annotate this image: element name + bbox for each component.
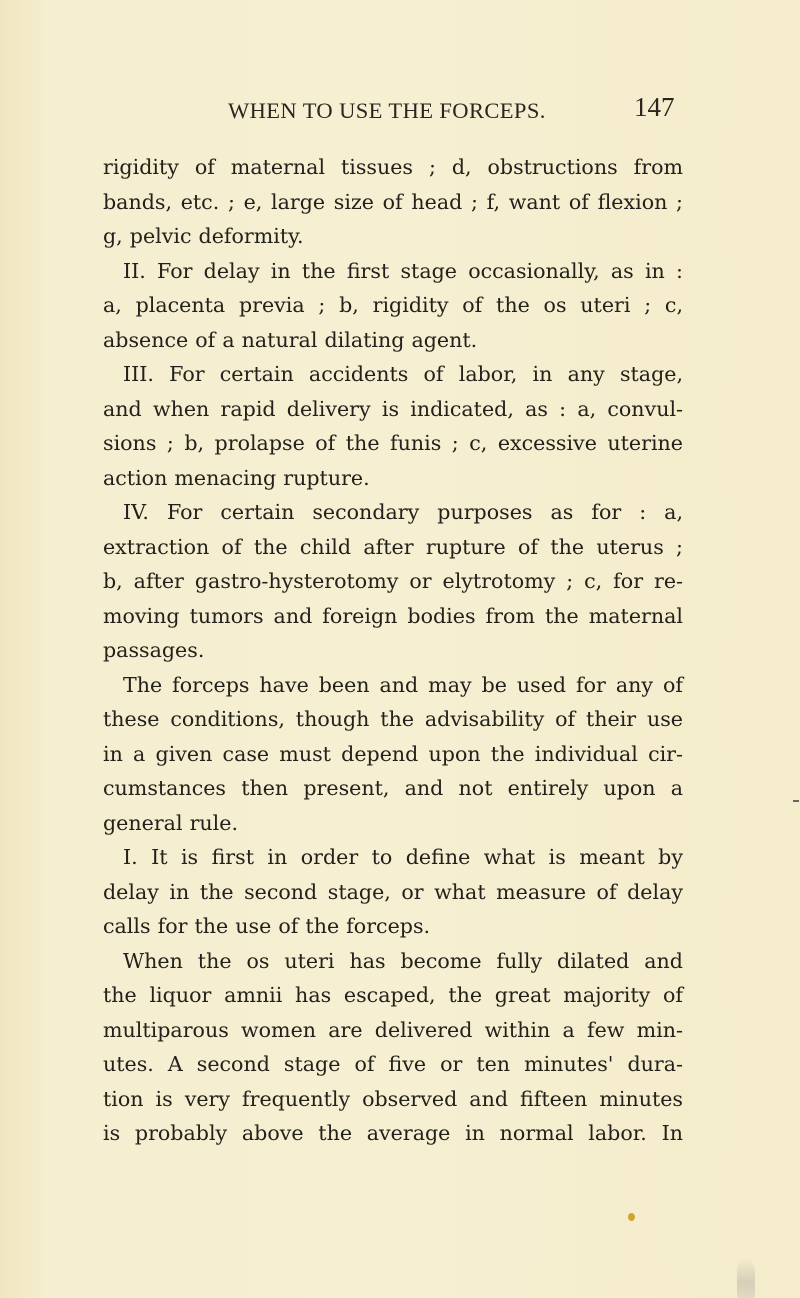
text-line: action menacing rupture. [103,465,370,490]
text-line: IV. For certain secondary purposes as for : a, [123,500,683,524]
body-text [103,150,683,1151]
text-line: in a given case must depend upon the individual cir- [103,741,683,766]
margin-mark [793,800,799,802]
running-head: WHEN TO USE THE FORCEPS. [228,98,546,123]
text-line: delay in the second stage, or what measure of delay [103,879,683,904]
text-line: The forceps have been and may be used for any of [123,672,683,697]
text-line: utes. A second stage of five or ten minutes' dura- [103,1052,683,1076]
text-line: bands, etc. ; e, large size of head ; f, want of flexion ; [103,189,683,214]
text-line: moving tumors and foreign bodies from the maternal [103,603,683,628]
text-line: extraction of the child after rupture of the uterus ; [103,534,683,559]
text-line: calls for the use of the forceps. [103,914,431,938]
text-line: multiparous women are delivered within a few min- [103,1017,683,1042]
text-line: g, pelvic deformity. [103,224,304,248]
text-line: sions ; b, prolapse of the funis ; c, excessive uterine [103,431,683,455]
page-header [0,92,800,134]
text-line: these conditions, though the advisability of their use [103,707,683,731]
text-line: and when rapid delivery is indicated, as : a, convul- [103,396,683,421]
text-line: b, after gastro-hysterotomy or elytrotomy ; c, for re- [103,569,683,593]
text-line: When the os uteri has become fully dilated and [123,948,683,973]
text-line: III. For certain accidents of labor, in any stage, [123,362,683,386]
text-line: the liquor amnii has escaped, the great majority of [103,983,683,1007]
text-line: tion is very frequently observed and fifteen minutes [103,1086,683,1111]
text-line: a, placenta previa ; b, rigidity of the os uteri ; c, [103,293,683,317]
text-line: is probably above the average in normal labor. In [103,1121,683,1145]
text-line: passages. [103,638,205,662]
page-smudge [737,1258,755,1298]
ink-spot [628,1213,635,1221]
text-line: II. For delay in the first stage occasionally, as in : [123,258,683,283]
text-line: absence of a natural dilating agent. [103,327,478,352]
text-line: I. It is first in order to define what is meant by [123,845,683,869]
page-number: 147 [634,92,675,122]
text-line: general rule. [103,810,239,835]
text-line: rigidity of maternal tissues ; d, obstructions from [103,155,683,179]
text-line: cumstances then present, and not entirely upon a [103,776,683,800]
